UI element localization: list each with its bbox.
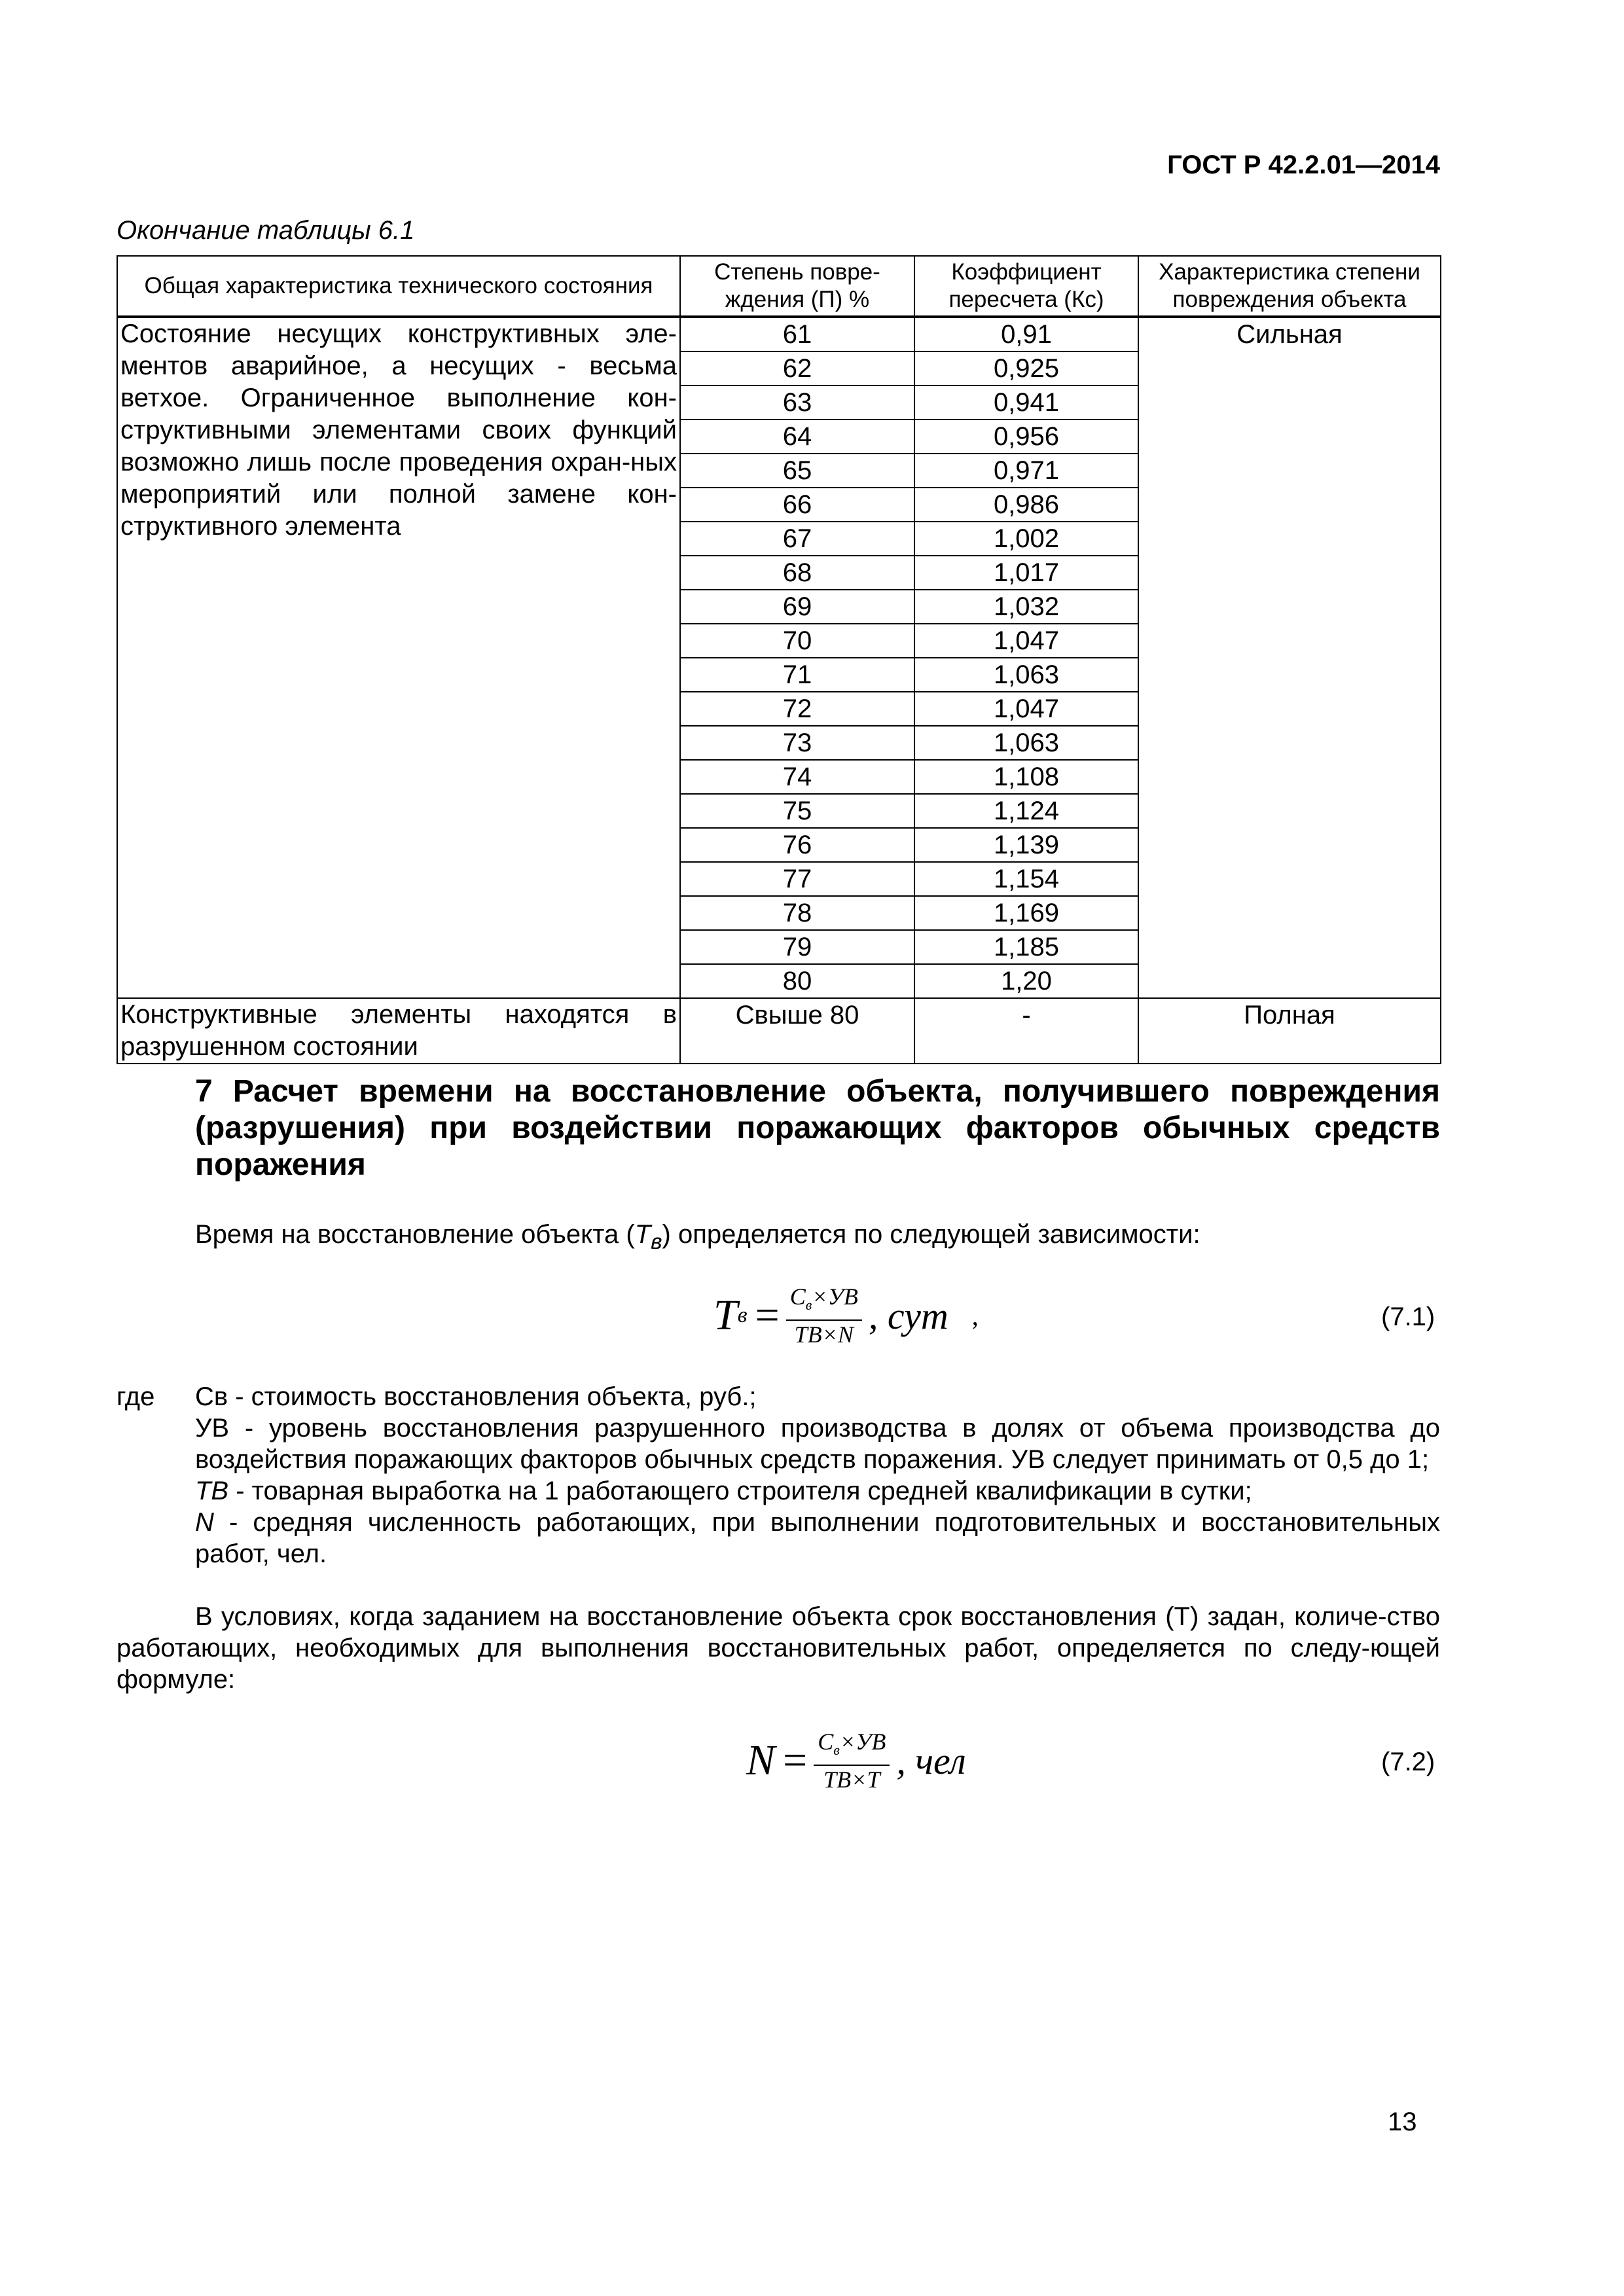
damage-degree-cell: 79 [680, 930, 914, 964]
damage-degree-cell: 72 [680, 692, 914, 726]
damage-degree-cell: 70 [680, 624, 914, 658]
damage-degree-cell: 65 [680, 454, 914, 488]
damage-degree-cell: 77 [680, 862, 914, 896]
condition-description: Конструктивные элементы находятся в разрушенном состоянии [117, 998, 680, 1064]
coefficient-cell: 1,185 [914, 930, 1138, 964]
paragraph-workers-count: В условиях, когда заданием на восстановление объекта срок восстановления (Т) задан, количе-ство работающих, необходимых для выполнения восстановительных работ, определяется по следу-ющей формуле: [117, 1602, 1440, 1694]
formula1-trailing-comma: , [971, 1300, 979, 1331]
damage-degree-cell: 64 [680, 420, 914, 454]
formula1-numerator: $С_в\times УВ$ [786, 1283, 862, 1320]
damage-degree-cell: 69 [680, 590, 914, 624]
page-number: 13 [1388, 2108, 1417, 2136]
formula2-numerator: $С_в\times УВ$ [814, 1728, 890, 1765]
where-label: где [117, 1382, 155, 1411]
table-row [117, 317, 1441, 351]
coefficient-cell: 0,91 [914, 317, 1138, 351]
table-header-row [117, 256, 1441, 317]
coefficient-cell: 1,139 [914, 828, 1138, 862]
intro-text-before: Время на восстановление объекта ( [195, 1220, 635, 1249]
definition-item: N - средняя численность работающих, при выполнении подготовительных и восстановительных работ, чел. [195, 1508, 1440, 1568]
damage-degree-cell: 63 [680, 386, 914, 420]
coefficient-cell: 1,047 [914, 624, 1138, 658]
damage-degree-cell: 80 [680, 964, 914, 998]
formula1-equals: = [755, 1291, 780, 1339]
section-title: 7 Расчет времени на восстановление объекта, получившего повреждения (разрушения) при воздействии поражающих факторов обычных средств поражения [195, 1074, 1440, 1182]
definitions-list [195, 1381, 1440, 1570]
coefficient-cell: 1,002 [914, 522, 1138, 556]
intro-symbol: Т [634, 1220, 651, 1249]
formula2-equals: = [783, 1736, 808, 1784]
coefficient-cell: 0,971 [914, 454, 1138, 488]
coefficient-cell: 1,124 [914, 794, 1138, 828]
damage-degree-cell: 68 [680, 556, 914, 590]
formula2-unit: , чел [896, 1739, 966, 1782]
intro-symbol-subscript: в [651, 1230, 662, 1254]
damage-degree-cell: 76 [680, 828, 914, 862]
coefficient-cell: 1,154 [914, 862, 1138, 896]
definition-item: УВ - уровень восстановления разрушенного производства в долях от объема производства до воздействия поражающих факторов обычных средств поражения. УВ следует принимать от 0,5 до 1; [195, 1414, 1440, 1474]
damage-characteristic-cell: Полная [1138, 998, 1441, 1064]
damage-degree-cell: 75 [680, 794, 914, 828]
coefficient-cell: 1,20 [914, 964, 1138, 998]
intro-paragraph [195, 1219, 1200, 1258]
formula1-fraction [786, 1283, 862, 1348]
damage-degree-cell: Свыше 80 [680, 998, 914, 1064]
damage-characteristic-cell: Сильная [1138, 317, 1441, 998]
formula1-lhs: Т [713, 1291, 738, 1339]
formula2-lhs: N [746, 1736, 776, 1784]
coefficient-cell: 1,047 [914, 692, 1138, 726]
document-code: ГОСТ Р 42.2.01—2014 [1167, 151, 1440, 179]
formula2-denominator: ТВ×Т [823, 1766, 880, 1793]
formula1-denominator: ТВ×N [794, 1321, 854, 1348]
col-header-coefficient: Коэффициент пересчета (Кс) [914, 256, 1138, 317]
coefficient-cell: 0,956 [914, 420, 1138, 454]
damage-degree-cell: 73 [680, 726, 914, 760]
definition-item: Св - стоимость восстановления объекта, руб.; [195, 1382, 757, 1411]
coefficient-cell: 0,986 [914, 488, 1138, 522]
damage-degree-cell: 74 [680, 760, 914, 794]
table-caption: Окончание таблицы 6.1 [117, 216, 415, 245]
coefficient-cell: 1,017 [914, 556, 1138, 590]
damage-degree-cell: 67 [680, 522, 914, 556]
damage-degree-cell: 78 [680, 896, 914, 930]
coefficient-cell: 1,063 [914, 658, 1138, 692]
formula-7-2 [746, 1721, 966, 1800]
damage-table [117, 255, 1441, 1064]
col-header-damage-degree: Степень повре-ждения (П) % [680, 256, 914, 317]
col-header-characteristic: Общая характеристика технического состояния [117, 256, 680, 317]
formula1-unit: , сут [868, 1294, 948, 1337]
definition-item: ТВ - товарная выработка на 1 работающего строителя средней квалификации в сутки; [195, 1477, 1252, 1505]
damage-degree-cell: 71 [680, 658, 914, 692]
table-row [117, 998, 1441, 1064]
coefficient-cell: 1,108 [914, 760, 1138, 794]
equation-number-7-2: (7.2) [1381, 1748, 1435, 1776]
damage-degree-cell: 61 [680, 317, 914, 351]
condition-description: Состояние несущих конструктивных эле-ментов аварийное, а несущих - весьма ветхое. Ограниченное выполнение кон-структивными элементами своих функций возможно лишь после проведения охран-ных мероприятий или полной замене кон-структивного элемента [117, 317, 680, 998]
coefficient-cell: 0,925 [914, 351, 1138, 386]
coefficient-cell: 1,063 [914, 726, 1138, 760]
table-body [117, 317, 1441, 1064]
coefficient-cell: 0,941 [914, 386, 1138, 420]
coefficient-cell: 1,169 [914, 896, 1138, 930]
intro-text-after: ) определяется по следующей зависимости: [662, 1220, 1200, 1249]
col-header-damage-characteristic: Характеристика степени повреждения объекта [1138, 256, 1441, 317]
coefficient-cell: - [914, 998, 1138, 1064]
equation-number-7-1: (7.1) [1381, 1302, 1435, 1331]
damage-degree-cell: 66 [680, 488, 914, 522]
damage-degree-cell: 62 [680, 351, 914, 386]
formula2-fraction [814, 1728, 890, 1793]
formula-7-1 [713, 1276, 979, 1355]
formula1-lhs-subscript: в [737, 1303, 748, 1327]
coefficient-cell: 1,032 [914, 590, 1138, 624]
